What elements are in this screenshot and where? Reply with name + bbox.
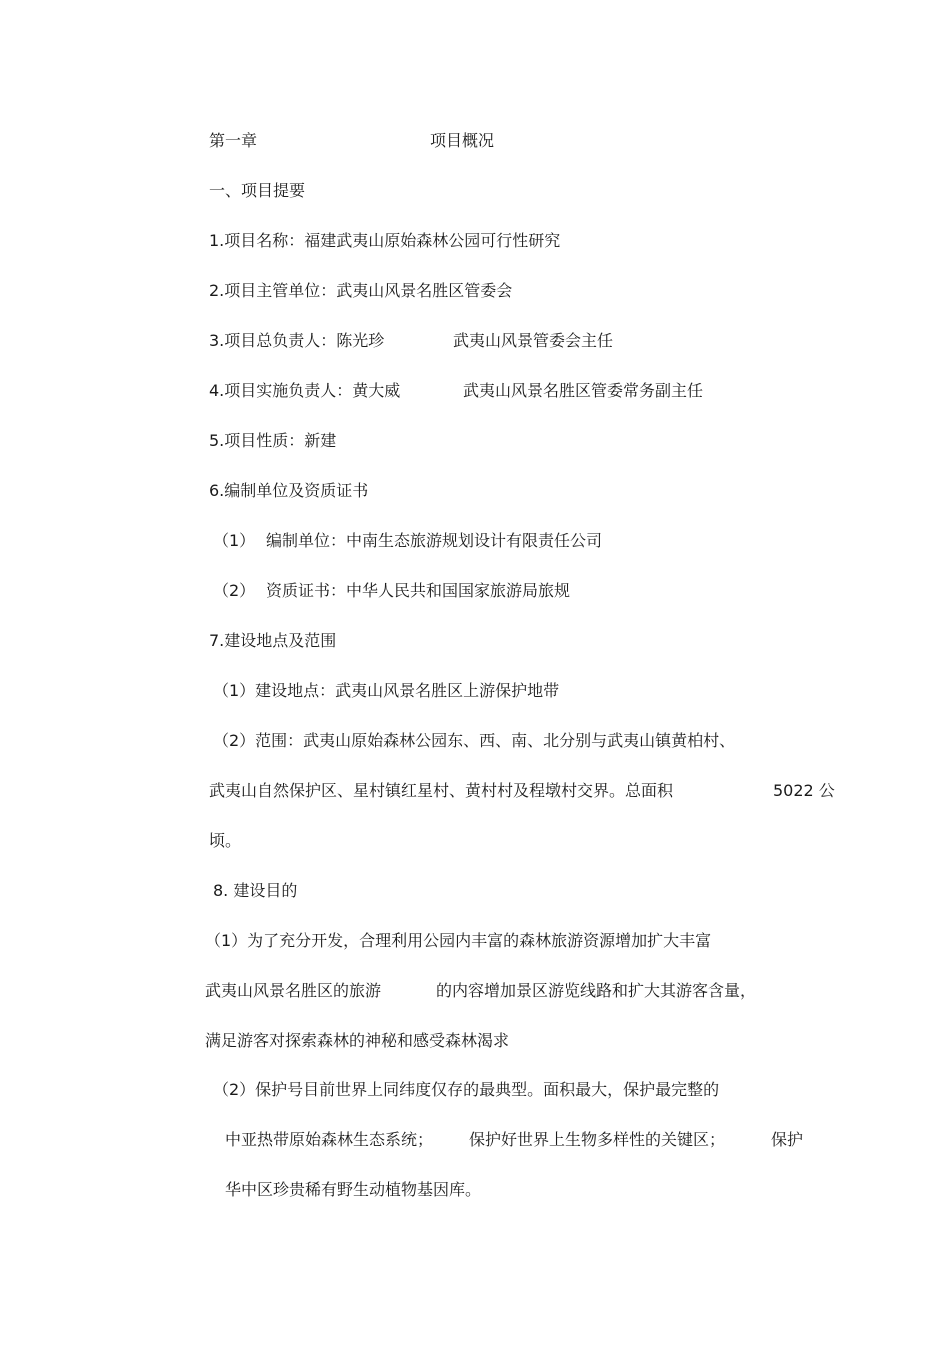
- item-location: （1）建设地点：武夷山风景名胜区上游保护地带: [213, 681, 560, 700]
- item-purpose-heading: 8. 建设目的: [213, 881, 298, 900]
- item-general-director-role: 武夷山风景管委会主任: [453, 331, 614, 350]
- item-purpose-1-line1: （1）为了充分开发，合理利用公园内丰富的森林旅游资源增加扩大丰富: [205, 931, 712, 950]
- item-purpose-2-line3: 华中区珍贵稀有野生动植物基因库。: [225, 1180, 482, 1199]
- item-purpose-2-line2a: 中亚热带原始森林生态系统；: [225, 1130, 434, 1149]
- item-implementation-director-label: 4.项目实施负责人：黄大威: [209, 381, 401, 400]
- item-purpose-2-line2c: 保护: [771, 1130, 804, 1149]
- item-purpose-2-line1: （2）保护号目前世界上同纬度仅存的最典型。面积最大，保护最完整的: [213, 1080, 720, 1099]
- item-purpose-1-line2a: 武夷山风景名胜区的旅游: [205, 981, 382, 1000]
- item-scope-line1: （2）范围：武夷山原始森林公园东、西、南、北分别与武夷山镇黄柏村、: [213, 731, 736, 750]
- item-implementation-director-role: 武夷山风景名胜区管委常务副主任: [463, 381, 704, 400]
- item-scope-line2-text: 武夷山自然保护区、星村镇红星村、黄村村及程墩村交界。总面积: [209, 781, 674, 800]
- item-compiler-unit-num: （1）: [213, 531, 256, 550]
- item-general-director-label: 3.项目总负责人：陈光珍: [209, 331, 385, 350]
- item-compiler-heading: 6.编制单位及资质证书: [209, 481, 369, 500]
- chapter-title: 项目概况: [430, 131, 495, 150]
- item-project-nature: 5.项目性质：新建: [209, 431, 337, 450]
- chapter-label: 第一章: [209, 131, 258, 150]
- item-scope-line3: 顷。: [209, 831, 242, 850]
- item-purpose-1-line3: 满足游客对探索森林的神秘和感受森林渴求: [205, 1031, 510, 1050]
- item-supervising-unit: 2.项目主管单位：武夷山风景名胜区管委会: [209, 281, 513, 300]
- item-purpose-1-line2b: 的内容增加景区游览线路和扩大其游客含量，: [436, 981, 757, 1000]
- item-scope-area: 5022 公: [773, 781, 835, 800]
- section-heading: 一、项目提要: [209, 181, 306, 200]
- item-qualification-text: 资质证书：中华人民共和国国家旅游局旅规: [266, 581, 571, 600]
- item-compiler-unit-text: 编制单位：中南生态旅游规划设计有限责任公司: [266, 531, 603, 550]
- item-qualification-num: （2）: [213, 581, 256, 600]
- item-project-name: 1.项目名称：福建武夷山原始森林公园可行性研究: [209, 231, 561, 250]
- item-location-heading: 7.建设地点及范围: [209, 631, 337, 650]
- item-purpose-2-line2b: 保护好世界上生物多样性的关键区；: [469, 1130, 726, 1149]
